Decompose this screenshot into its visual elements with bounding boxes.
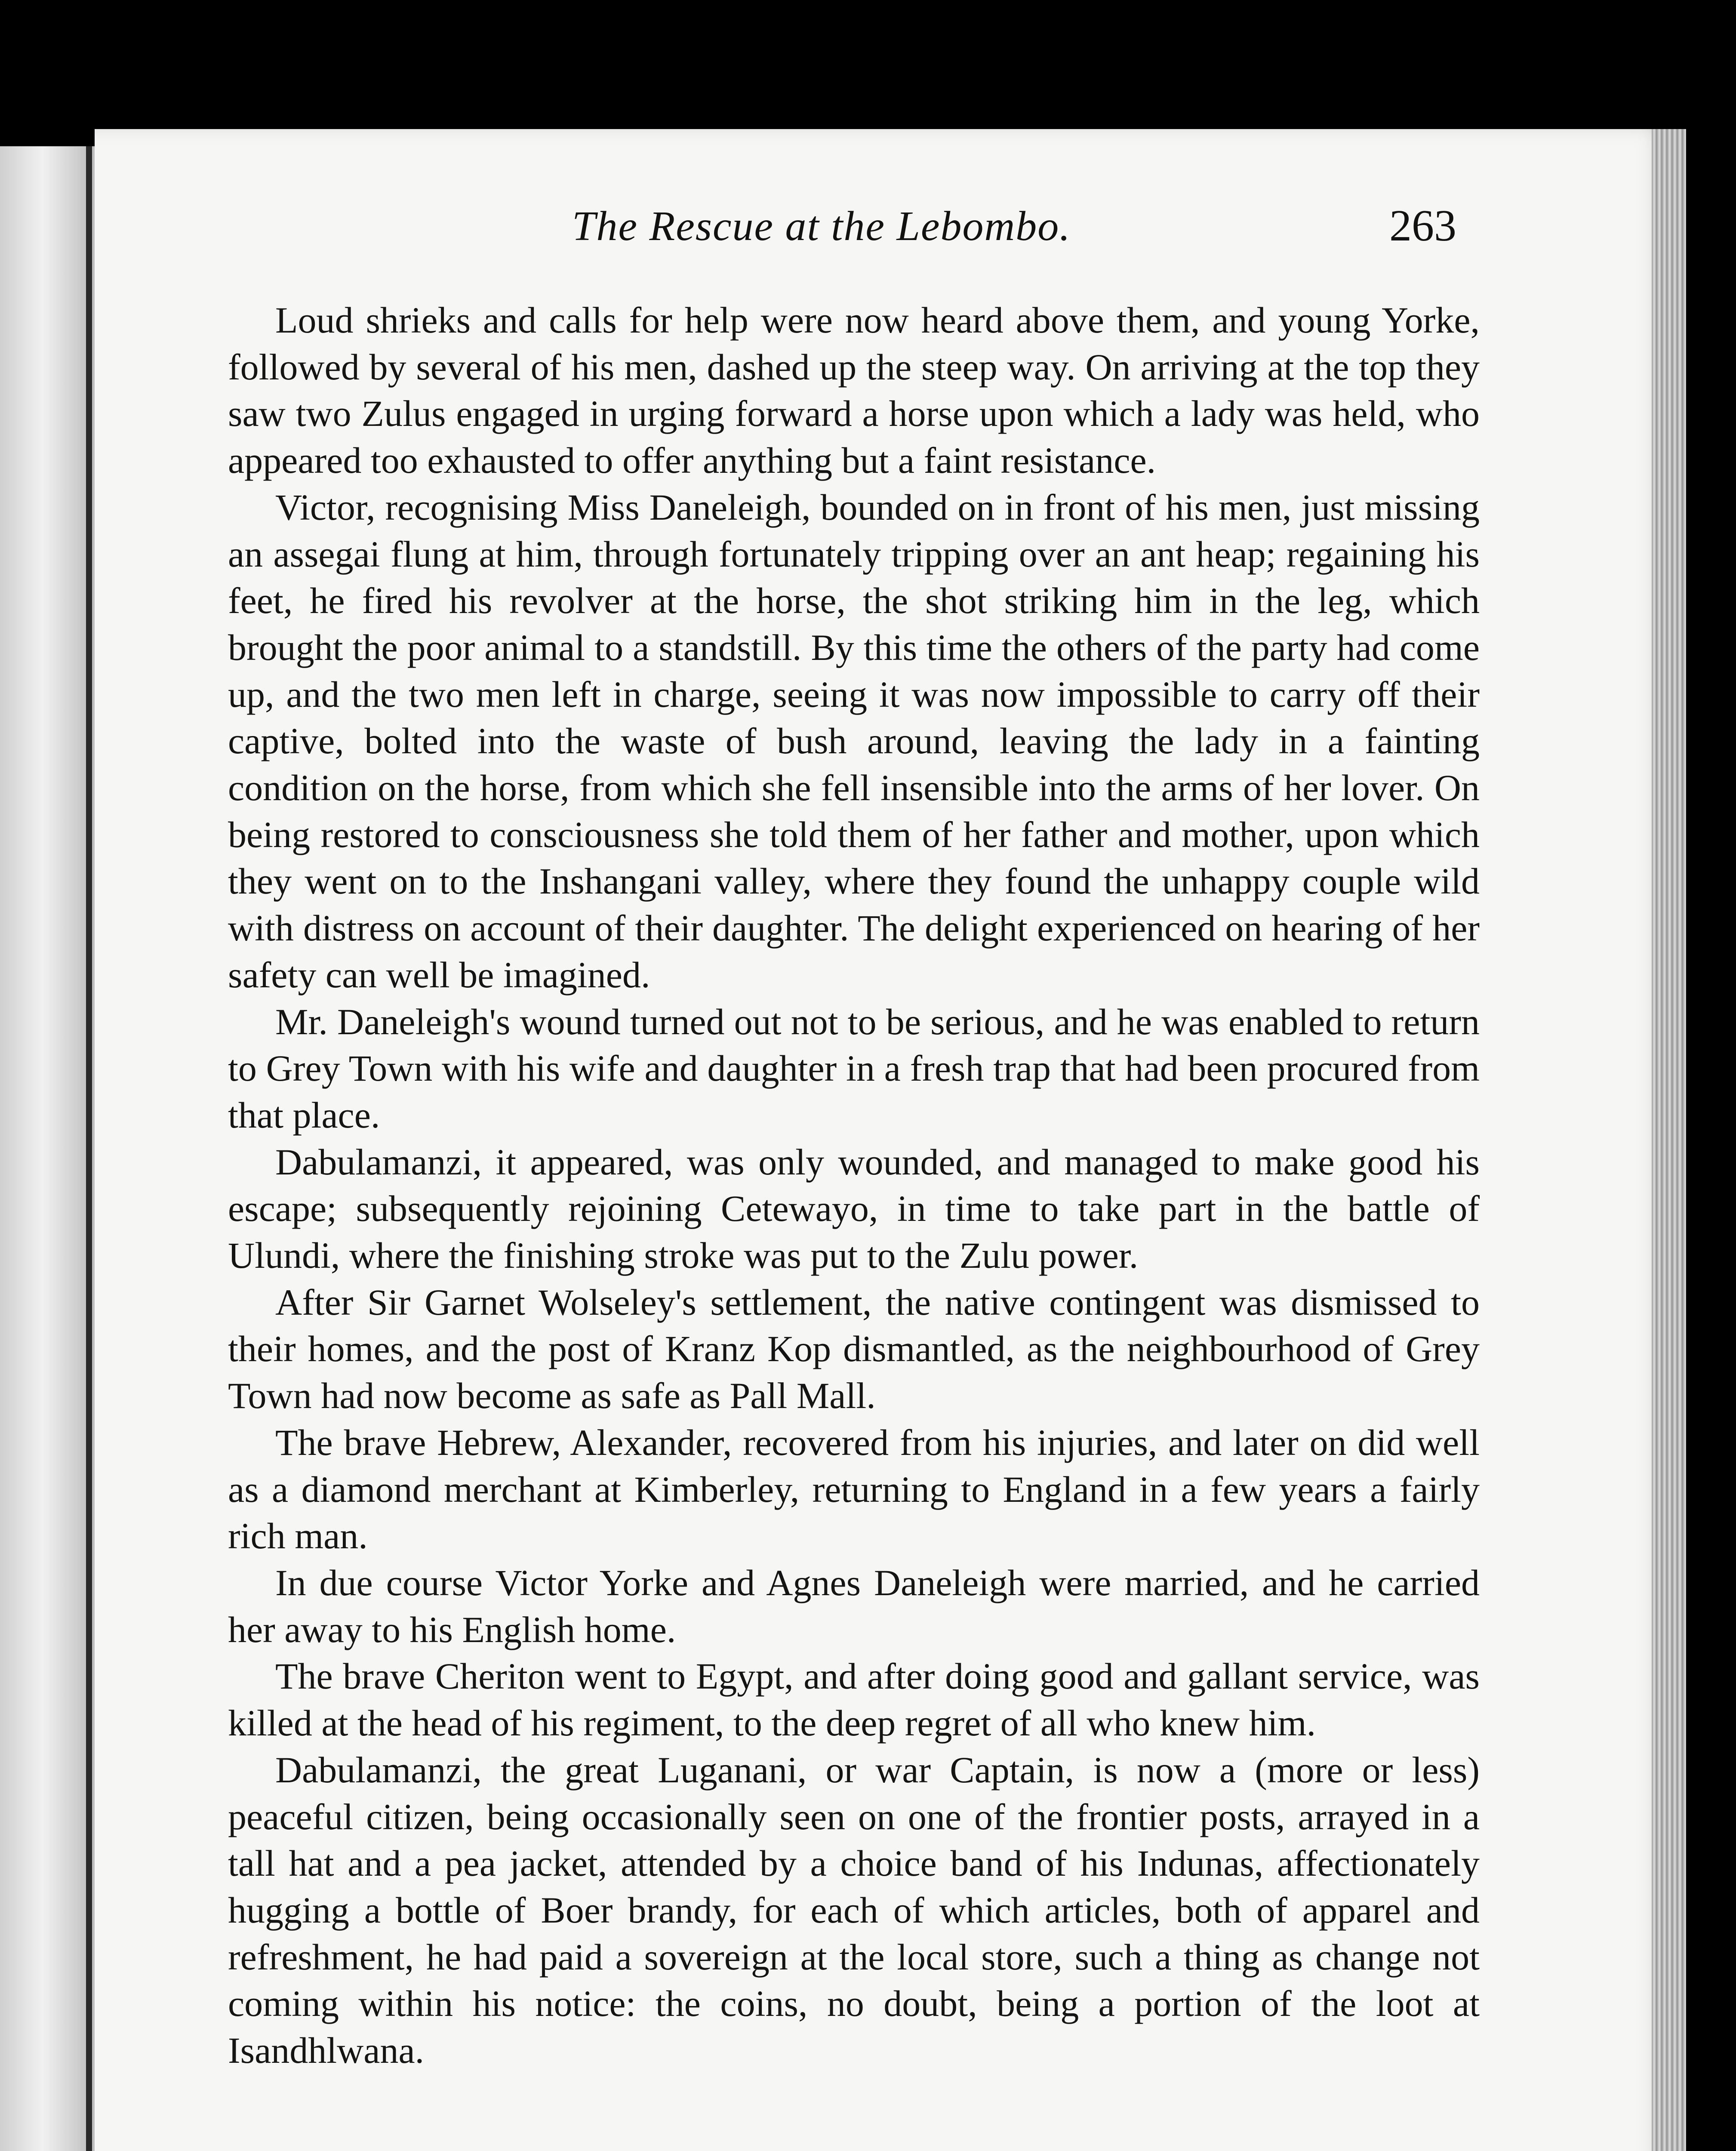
paragraph: In due course Victor Yorke and Agnes Daneleigh were married, and he carried her away to his English home. bbox=[228, 1562, 1480, 1650]
running-head: The Rescue at the Lebombo. bbox=[572, 203, 1071, 250]
paragraph: The brave Hebrew, Alexander, recovered from his injuries, and later on did well as a diamond merchant at Kimberley, returning to England in a few years a fairly rich man. bbox=[228, 1421, 1480, 1557]
previous-page-edge bbox=[0, 146, 95, 2151]
page-number: 263 bbox=[1389, 201, 1456, 250]
paragraph: Mr. Daneleigh's wound turned out not to be serious, and he was enabled to return to Grey Town with his wife and daughter in a fresh trap that had been procured from that place. bbox=[228, 1001, 1480, 1136]
paragraph: Dabulamanzi, the great Luganani, or war Captain, is now a (more or less) peaceful citizen, being occasionally seen on one of the frontier posts, arrayed in a tall hat and a pea jacket, attended by a choice band of his Indunas, affectionately hugging a bottle of Boer brandy, for each of which articles, both of apparel and refreshment, he had paid a sovereign at the local store, such a thing as change not coming within his notice: the coins, no doubt, being a portion of the loot at Isandhlwana. bbox=[228, 1749, 1480, 2071]
page-stack-edge bbox=[1652, 129, 1686, 2151]
paragraph: Dabulamanzi, it appeared, was only wounded, and managed to make good his escape; subsequently rejoining Cetewayo, in time to take part in the battle of Ulundi, where the finishing stroke was put to the Zulu power. bbox=[228, 1141, 1480, 1276]
body-text bbox=[228, 297, 1480, 2074]
binding-gutter bbox=[86, 146, 92, 2151]
paragraph: Victor, recognising Miss Daneleigh, bounded on in front of his men, just missing an assegai flung at him, through fortunately tripping over an ant heap; regaining his feet, he fired his revolver at the horse, the shot striking him in the leg, which brought the poor animal to a standstill. By this time the others of the party had come up, and the two men left in charge, seeing it was now impossible to carry off their captive, bolted into the waste of bush around, leaving the lady in a fainting condition on the horse, from which she fell insensible into the arms of her lover. On being restored to consciousness she told them of her father and mother, upon which they went on to the Inshangani valley, where they found the unhappy couple wild with distress on account of their daughter. The delight experienced on hearing of her safety can well be imagined. bbox=[228, 486, 1480, 995]
paragraph: After Sir Garnet Wolseley's settlement, the native contingent was dismissed to their homes, and the post of Kranz Kop dismantled, as the neighbourhood of Grey Town had now become as safe as Pall Mall. bbox=[228, 1281, 1480, 1417]
paragraph: The brave Cheriton went to Egypt, and after doing good and gallant service, was killed at the head of his regiment, to the deep regret of all who knew him. bbox=[228, 1655, 1480, 1744]
paragraph: Loud shrieks and calls for help were now heard above them, and young Yorke, followed by several of his men, dashed up the steep way. On arriving at the top they saw two Zulus engaged in urging forward a horse upon which a lady was held, who appeared too exhausted to offer anything but a faint resistance. bbox=[228, 299, 1480, 481]
